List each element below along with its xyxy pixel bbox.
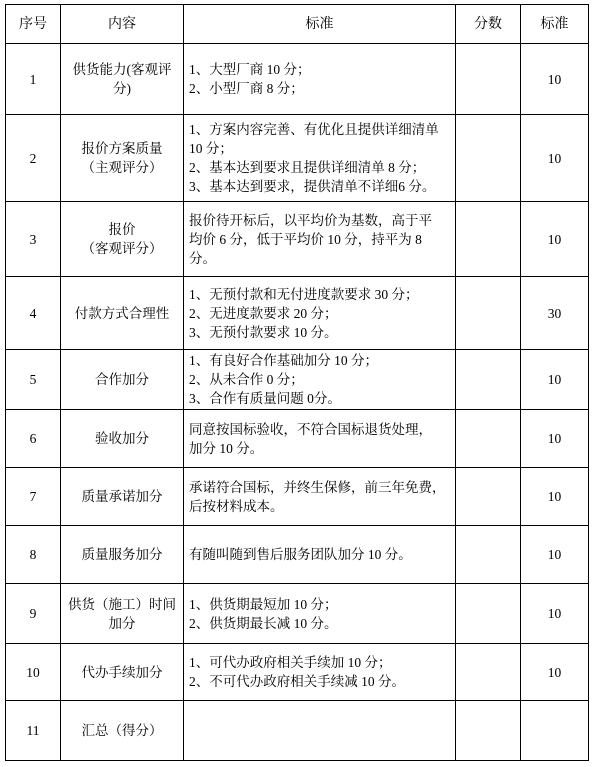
cell-score [456,584,521,644]
standard-line: 分。 [189,250,216,266]
cell-max-score: 10 [521,202,589,277]
cell-standard [184,277,456,350]
cell-score [456,701,521,761]
cell-serial-number: 2 [6,115,61,202]
cell-score [456,277,521,350]
standard-line: 报价待开标后，以平均价为基数，高于平 [189,212,432,228]
content-line: 验收加分 [95,431,149,446]
cell-serial-number: 4 [6,277,61,350]
cell-serial-number: 7 [6,468,61,526]
cell-content [61,277,184,350]
content-line: 加分 [108,615,136,631]
table-row [6,277,589,350]
cell-max-score: 10 [521,410,589,468]
cell-standard [184,115,456,202]
header-max-score: 标准 [521,5,589,44]
standard-line: 2、不可代办政府相关手续减 10 分。 [189,674,405,689]
cell-max-score: 10 [521,468,589,526]
cell-standard [184,701,456,761]
standard-line: 2、基本达到要求且提供详细清单 8 分； [189,160,426,175]
standard-line: 有随叫随到售后服务团队加分 10 分。 [189,547,412,562]
content-line: 质量服务加分 [81,547,163,562]
cell-score [456,202,521,277]
table-row [6,410,589,468]
header-row [6,5,589,44]
standard-line: 同意按国标验收，不符合国标退货处理， [189,421,432,437]
table-row [6,468,589,526]
cell-score [456,644,521,701]
cell-max-score [521,701,589,761]
cell-score [456,350,521,410]
cell-max-score: 30 [521,277,589,350]
content-line: 供货（施工）时间 [68,596,176,612]
cell-content [61,350,184,410]
header-serial-number: 序号 [6,5,61,44]
cell-content [61,44,184,115]
cell-max-score: 10 [521,350,589,410]
content-line: 分) [113,81,131,96]
cell-standard [184,350,456,410]
standard-line: 1、有良好合作基础加分 10 分； [189,353,378,368]
cell-max-score: 10 [521,115,589,202]
standard-line: 1、大型厂商 10 分； [189,62,311,77]
standard-line: 3、基本达到要求，提供清单不详细6 分。 [189,179,436,194]
standard-line: 3、合作有质量问题 0分。 [189,391,341,406]
table-row [6,644,589,701]
header-content: 内容 [61,5,184,44]
table-row-total [6,701,589,761]
cell-standard [184,644,456,701]
content-line: （主观评分） [81,160,163,175]
standard-line: 后按材料成本。 [189,498,284,514]
standard-line: 2、供货期最长减 10 分。 [189,615,338,631]
standard-line: 加分 10 分。 [189,440,264,456]
cell-standard [184,584,456,644]
cell-content [61,526,184,584]
standard-line: 2、小型厂商 8 分； [189,81,304,96]
cell-content [61,584,184,644]
standard-line: 1、可代办政府相关手续加 10 分； [189,655,392,670]
standard-line: 2、从未合作 0 分； [189,372,304,387]
table-row [6,202,589,277]
cell-score [456,526,521,584]
cell-score [456,115,521,202]
cell-content [61,701,184,761]
content-line: （客观评分） [81,241,163,256]
standard-line: 10 分； [189,141,233,156]
cell-serial-number: 1 [6,44,61,115]
table-row [6,350,589,410]
standard-line: 1、供货期最短加 10 分； [189,596,338,612]
table-row [6,584,589,644]
cell-standard [184,468,456,526]
cell-serial-number: 3 [6,202,61,277]
table-row [6,44,589,115]
standard-line: 3、无预付款要求 10 分。 [189,324,338,340]
cell-standard [184,202,456,277]
cell-max-score: 10 [521,644,589,701]
cell-serial-number: 9 [6,584,61,644]
standard-line: 1、无预付款和无付进度款要求 30 分； [189,286,419,302]
content-line: 付款方式合理性 [74,305,170,321]
cell-content [61,115,184,202]
standard-line: 2、无进度款要求 20 分； [189,305,338,321]
cell-content [61,410,184,468]
table-row [6,115,589,202]
content-line: 报价方案质量 [81,141,163,156]
header-standard: 标准 [184,5,456,44]
standard-line: 1、方案内容完善、有优化且提供详细清单 [189,122,439,137]
cell-max-score: 10 [521,44,589,115]
standard-line: 承诺符合国标，并终生保修，前三年免费， [189,479,446,495]
cell-content [61,468,184,526]
header-score: 分数 [456,5,521,44]
content-line: 代办手续加分 [81,664,163,680]
cell-standard [184,44,456,115]
cell-standard [184,410,456,468]
cell-serial-number: 11 [6,701,61,761]
cell-content [61,202,184,277]
cell-serial-number: 10 [6,644,61,701]
cell-serial-number: 6 [6,410,61,468]
cell-serial-number: 8 [6,526,61,584]
cell-standard [184,526,456,584]
content-line: 报价 [108,222,136,237]
scoring-table [5,4,589,761]
cell-serial-number: 5 [6,350,61,410]
content-line: 供货能力(客观评 [72,62,172,77]
content-line: 合作加分 [95,372,149,387]
cell-score [456,468,521,526]
cell-score [456,410,521,468]
table-row [6,526,589,584]
standard-line: 均价 6 分，低于平均价 10 分，持平为 8 [189,231,422,247]
content-line: 质量承诺加分 [81,489,163,504]
cell-max-score: 10 [521,584,589,644]
cell-score [456,44,521,115]
cell-content [61,644,184,701]
content-line: 汇总（得分） [81,723,163,738]
cell-max-score: 10 [521,526,589,584]
